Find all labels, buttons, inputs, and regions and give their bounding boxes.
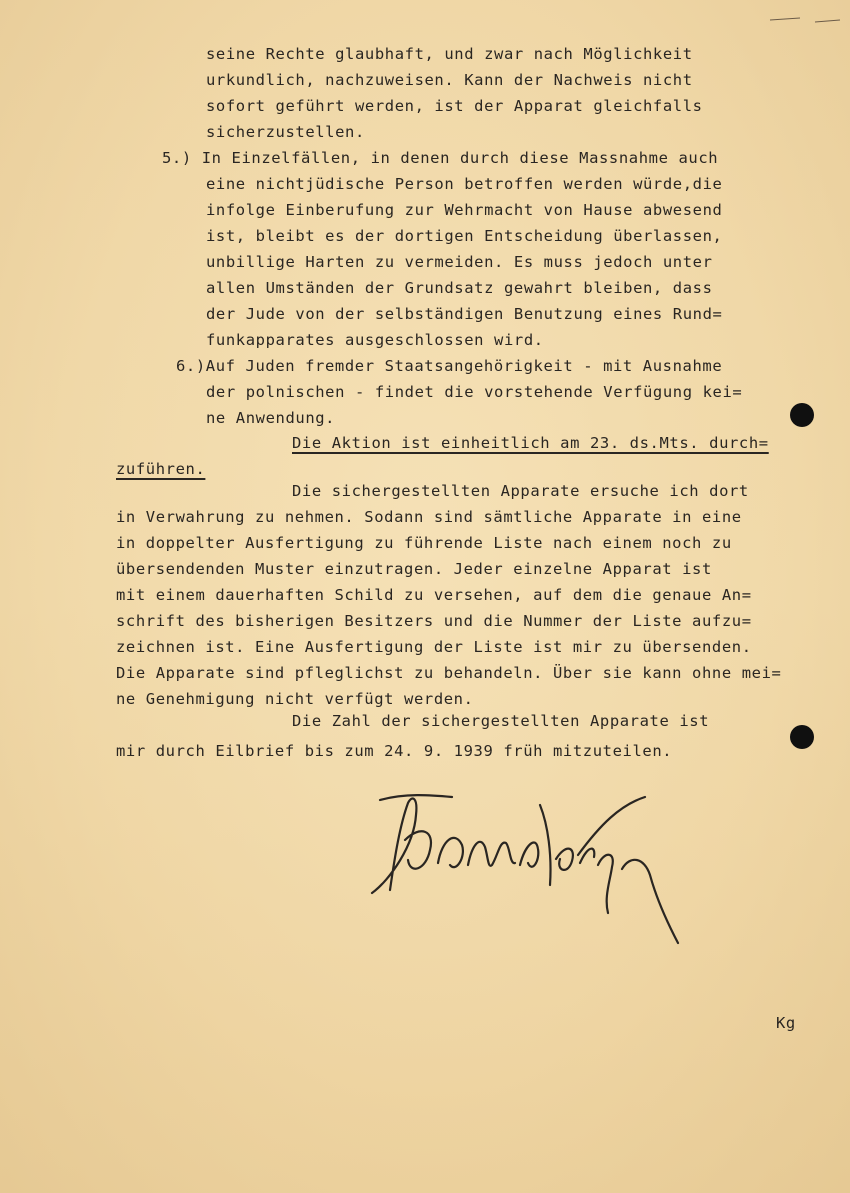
text-line: der Jude von der selbständigen Benutzung eines Rund= <box>206 305 723 323</box>
underlined-line: zuführen. <box>116 460 206 478</box>
text-line: übersendenden Muster einzutragen. Jeder einzelne Apparat ist <box>116 560 712 578</box>
text-line: mit einem dauerhaften Schild zu versehen, auf dem die genaue An= <box>116 586 752 604</box>
item-5-line: 5.) In Einzelfällen, in denen durch diese Massnahme auch <box>162 149 719 167</box>
text-line: zeichnen ist. Eine Ausfertigung der Liste ist mir zu übersenden. <box>116 638 752 656</box>
text-line: ne Anwendung. <box>206 409 336 427</box>
text-line: Die Zahl der sichergestellten Apparate ist <box>292 712 710 730</box>
signature <box>360 785 700 955</box>
text-line: in Verwahrung zu nehmen. Sodann sind sämtliche Apparate in eine <box>116 508 742 526</box>
text-line: ne Genehmigung nicht verfügt werden. <box>116 690 474 708</box>
text-line: seine Rechte glaubhaft, und zwar nach Möglichkeit <box>206 45 693 63</box>
text-line: schrift des bisherigen Besitzers und die Nummer der Liste aufzu= <box>116 612 752 630</box>
text-line: der polnischen - findet die vorstehende Verfügung kei= <box>206 383 743 401</box>
text-line: Die sichergestellten Apparate ersuche ich dort <box>292 482 749 500</box>
underlined-line: Die Aktion ist einheitlich am 23. ds.Mts. durch= <box>292 434 769 452</box>
text-line: allen Umständen der Grundsatz gewahrt bleiben, dass <box>206 279 713 297</box>
initials: Kg <box>776 1014 796 1032</box>
punch-hole <box>790 403 814 427</box>
text-line: Die Apparate sind pfleglichst zu behandeln. Über sie kann ohne mei= <box>116 664 782 682</box>
text-line: sicherzustellen. <box>206 123 365 141</box>
text-line: in doppelter Ausfertigung zu führende Liste nach einem noch zu <box>116 534 732 552</box>
text-line: ist, bleibt es der dortigen Entscheidung überlassen, <box>206 227 723 245</box>
text-line: sofort geführt werden, ist der Apparat gleichfalls <box>206 97 703 115</box>
text-line: eine nichtjüdische Person betroffen werden würde,die <box>206 175 723 193</box>
text-line: urkundlich, nachzuweisen. Kann der Nachweis nicht <box>206 71 693 89</box>
text-line: mir durch Eilbrief bis zum 24. 9. 1939 früh mitzuteilen. <box>116 742 673 760</box>
punch-hole <box>790 725 814 749</box>
text-line: infolge Einberufung zur Wehrmacht von Hause abwesend <box>206 201 723 219</box>
text-line: funkapparates ausgeschlossen wird. <box>206 331 544 349</box>
text-line: unbillige Harten zu vermeiden. Es muss jedoch unter <box>206 253 713 271</box>
item-6-line: 6.)Auf Juden fremder Staatsangehörigkeit - mit Ausnahme <box>176 357 723 375</box>
paper-edge-marks <box>760 0 850 30</box>
